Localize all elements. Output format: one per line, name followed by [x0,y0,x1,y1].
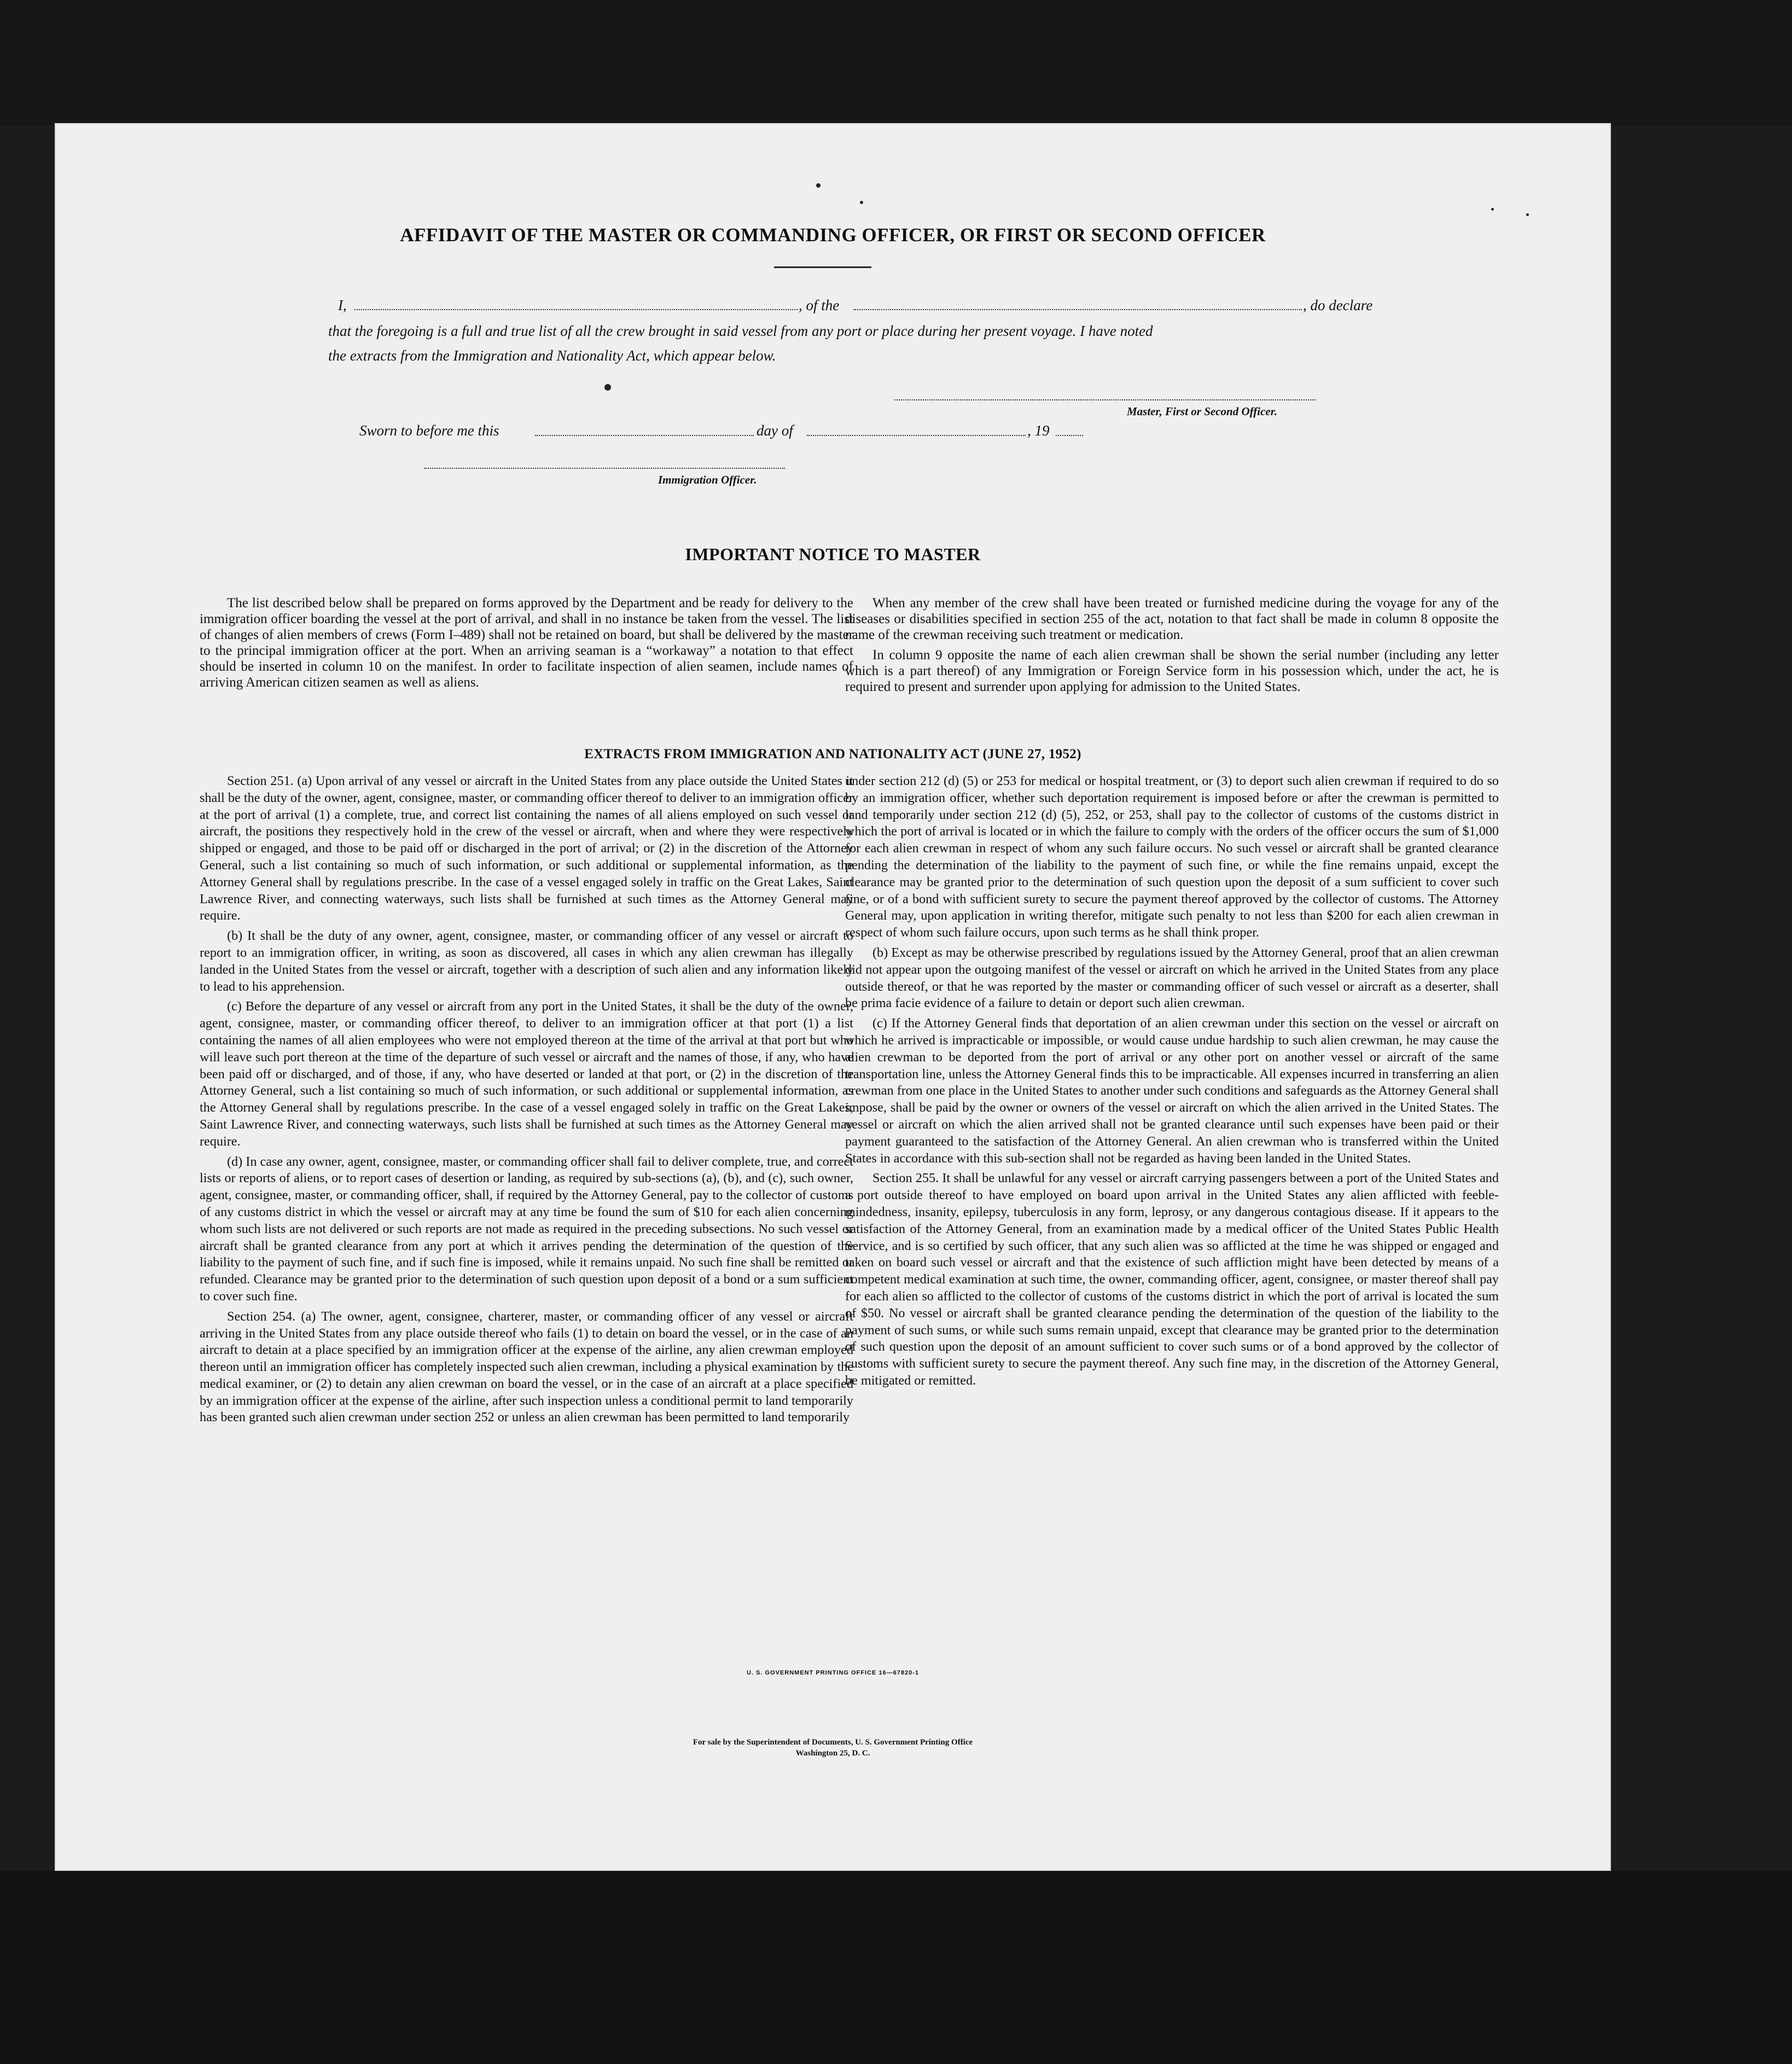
scan-border-bottom [0,1871,1792,2064]
sworn-label: Sworn to before me this [359,422,499,439]
sworn-month-field-line[interactable] [807,435,1026,436]
affidavit-text-line-2: that the foregoing is a full and true list of all the crew brought in said vessel from any port or place during her present voyage. I have noted [328,323,1153,339]
section-251-a: Section 251. (a) Upon arrival of any vessel or aircraft in the United States from any place outside the United States it shall be the duty of the owner, agent, consignee, master, or commanding officer thereof to deliver to an immigration officer at the port of arrival (1) a complete, true, and correct list containing the names of all aliens employed on such vessel or aircraft, the positions they respectively hold in the crew of the vessel or aircraft, when and where they were respectively shipped or engaged, and those to be paid off or discharged in the port of arrival; or (2) in the discretion of the Attorney General, such a list containing so much of such information, or such additional or supplemental information, as the Attorney General shall by regulations prescribe. In the case of a vessel engaged solely in traffic on the Great Lakes, Saint Lawrence River, and connecting waterways, such lists shall be furnished at such times as the Attorney General may require. [200,774,853,923]
section-254-a-continued: under section 212 (d) (5) or 253 for medical or hospital treatment, or (3) to deport such alien crewman if required to do so by an immigration officer, whether such deportation requirement is imposed before or after the crewman is permitted to land temporarily under section 212 (d) (5), 252, or 253, shall pay to the collector of customs of the customs district in which the port of arrival is located or in which the failure to comply with the orders of the officer occurs the sum of $1,000 for each alien crewman in respect of whom any such failure occurs. No such vessel or aircraft shall be granted clearance pending the determination of the liability to the payment of such fine, or while the fine remains unpaid, except the clearance may be granted prior to the determination of such question upon the deposit of a sum sufficient to cover such fine, or of a bond with sufficient surety to secure the payment thereof approved by the collector of customs. The Attorney General may, upon application in writing therefor, mitigate such penalty to not less than $200 for each alien crewman in respect of whom such failure occurs, upon such terms as he shall think proper. [845,774,1499,940]
name-field-line[interactable] [354,309,798,310]
sale-note-line-2: Washington 25, D. C. [795,1749,870,1758]
master-signature-caption: Master, First or Second Officer. [1127,405,1277,418]
extracts-title: EXTRACTS FROM IMMIGRATION AND NATIONALITY ACT (JUNE 27, 1952) [584,747,1081,761]
scan-speck [1526,213,1529,216]
notice-left-paragraph: The list described below shall be prepared on forms approved by the Department and be ready for delivery to the immigration officer boarding the vessel at the port of arrival, and shall in no instance be taken from the vessel. The list of changes of alien members of crews (Form I–489) shall not be retained on board, but shall be delivered by the master to the principal immigration officer at the port. When an arriving seaman is a “workaway” a notation to that effect should be inserted in column 10 on the manifest. In order to facilitate inspection of alien seamen, include names of arriving American citizen seamen as well as aliens. [200,596,853,690]
sale-note-line-1: For sale by the Superintendent of Documents, U. S. Government Printing Office [693,1738,973,1747]
affidavit-title: AFFIDAVIT OF THE MASTER OR COMMANDING OFFICER, OR FIRST OR SECOND OFFICER [400,224,1266,246]
notice-left-column [200,595,853,695]
vessel-field-line[interactable] [853,309,1302,310]
scan-border-top [0,0,1792,126]
notice-title: IMPORTANT NOTICE TO MASTER [685,544,981,564]
affidavit-of-the-label: , of the [799,297,840,313]
section-254-a: Section 254. (a) The owner, agent, consignee, charterer, master, or commanding officer of any vessel or aircraft arriving in the United States from any place outside thereof who fails (1) to detain on board the vessel, or in the case of an aircraft to detain at a place specified by an immigration officer at the expense of the airline, any alien crewman employed thereon until an immigration officer has completely inspected such alien crewman, including a physical examination by the medical examiner, or (2) to detain any alien crewman on board the vessel, or in the case of an aircraft at a place specified by an immigration officer at the expense of the airline, after such inspection unless a conditional permit to land temporarily has been granted such alien crewman under section 252 or unless an alien crewman has been permitted to land temporarily [200,1309,853,1425]
section-251-d: (d) In case any owner, agent, consignee, master, or commanding officer shall fail to deliver complete, true, and correct lists or reports of aliens, or to report cases of desertion or landing, as required by sub-sections (a), (b), and (c), such owner, agent, consignee, master, or commanding officer, shall, if required by the Attorney General, pay to the collector of customs of any customs district in which the vessel or aircraft may at any time be found the sum of $10 for each alien concerning whom such lists are not delivered or such reports are not made as required in the preceding subsections. No such vessel or aircraft shall be granted clearance from any port at which it arrives pending the determination of the question of the liability to the payment of such fine, and if such fine is imposed, while it remains unpaid. No such fine shall be remitted or refunded. Clearance may be granted prior to the determination of such question upon deposit of a bond or a sum sufficient to cover such fine. [200,1154,853,1304]
section-251-b: (b) It shall be the duty of any owner, agent, consignee, master, or commanding officer of any vessel or aircraft to report to an immigration officer, in writing, as soon as discovered, all cases in which any alien crewman has illegally landed in the United States from the vessel or aircraft, together with a description of such alien and any information likely to lead to his apprehension. [200,928,853,994]
sworn-day-of-label: day of [757,422,793,439]
scan-speck [604,384,611,391]
section-251-c: (c) Before the departure of any vessel or aircraft from any port in the United States, it shall be the duty of the owner, agent, consignee, master, or commanding officer thereof, to deliver to an immigration officer at that port (1) a list containing the names of all alien employees who were not employed thereon at the time of the arrival at that port but who will leave such port thereon at the time of the departure of such vessel or aircraft and the names of those, if any, who have been paid off or discharged, and of those, if any, who have deserted or landed at that port, or (2) in the discretion of the Attorney General, such a list containing so much of such information, or such additional or supplemental information, as the Attorney General shall by regulations prescribe. In the case of a vessel engaged solely in traffic on the Great Lakes, Saint Lawrence River, and connecting waterways, such lists shall be furnished at such times as the Attorney General may require. [200,999,853,1149]
extracts-right-column [845,773,1499,1393]
notice-right-paragraph-1: When any member of the crew shall have been treated or furnished medicine during the voyage for any of the diseases or disabilities specified in section 255 of the act, notation to that fact shall be made in column 8 opposite the name of the crewman receiving such treatment or medication. [845,596,1499,642]
sale-note [55,1737,1611,1759]
sworn-year-label: , 19 [1027,422,1050,439]
title-underline [774,266,871,268]
gpo-imprint: U. S. GOVERNMENT PRINTING OFFICE 16—67820-1 [746,1670,919,1676]
master-signature-line[interactable] [894,399,1316,400]
scan-speck [816,183,821,188]
notice-right-paragraph-2: In column 9 opposite the name of each alien crewman shall be shown the serial number (including any letter which is a part thereof) of any Immigration or Foreign Service form in his possession which, under the act, he is required to present and surrender upon applying for admission to the United States. [845,648,1499,694]
immigration-officer-caption: Immigration Officer. [658,473,757,486]
extracts-left-column [200,773,853,1429]
section-254-c: (c) If the Attorney General finds that deportation of an alien crewman under this section on the vessel or aircraft on which he arrived is impracticable or impossible, or would cause undue hardship to such alien crewman, he may cause the alien crewman to be deported from the port of arrival or any other port on another vessel or aircraft of the same transportation line, unless the Attorney General finds this to be impracticable. All expenses incurred in transferring an alien crewman from one place in the United States to another under such conditions and safeguards as the Attorney General shall impose, shall be paid by the owner or owners of the vessel or aircraft on which the alien arrived in the United States. The vessel or aircraft on which the alien arrived shall not be granted clearance until such expenses have been paid or their payment guaranteed to the satisfaction of the Attorney General. An alien crewman who is transferred within the United States in accordance with this sub-section shall not be regarded as having been landed in the United States. [845,1016,1499,1166]
affidavit-declare-label: , do declare [1303,297,1373,313]
section-255: Section 255. It shall be unlawful for any vessel or aircraft carrying passengers between a port of the United States and a port outside thereof to have employed on board upon arrival in the United States any alien afflicted with feeble-mindedness, insanity, epilepsy, tuberculosis in any form, leprosy, or any dangerous contagious disease. If it appears to the satisfaction of the Attorney General, from an examination made by a medical officer of the United States Public Health Service, and is so certified by such officer, that any such alien was so afflicted at the time he was shipped or engaged and taken on board such vessel or aircraft and that the existence of such affliction might have been detected by means of a competent medical examination at such time, the owner, commanding officer, agent, consignee, or master thereof shall pay for each alien so afflicted to the collector of customs of the customs district in which the port of arrival is located the sum of $50. No vessel or aircraft shall be granted clearance pending the determination of the question of the liability to the payment of such sums, or while such sums remain unpaid, except that clearance may be granted prior to the determination of such question upon the deposit of an amount sufficient to cover such sums or of a bond approved by the collector of customs with sufficient surety to secure the payment thereof. Any such fine may, in the discretion of the Attorney General, be mitigated or remitted. [845,1171,1499,1388]
notice-right-column [845,595,1499,699]
document-page [55,123,1611,1871]
immigration-officer-signature-line[interactable] [424,468,785,469]
scan-speck [1491,208,1494,211]
sworn-day-field-line[interactable] [535,435,754,436]
section-254-b: (b) Except as may be otherwise prescribed by regulations issued by the Attorney General, proof that an alien crewman did not appear upon the outgoing manifest of the vessel or aircraft on which he arrived in the United States from any place outside thereof, or that he was reported by the master or commanding officer of such vessel or aircraft as a deserter, shall be prima facie evidence of a failure to detain or deport such alien crewman. [845,945,1499,1011]
scan-speck [860,201,863,204]
affidavit-i-label: I, [338,297,347,313]
affidavit-text-line-3: the extracts from the Immigration and Nationality Act, which appear below. [328,347,776,364]
sworn-year-field-line[interactable] [1056,435,1083,436]
